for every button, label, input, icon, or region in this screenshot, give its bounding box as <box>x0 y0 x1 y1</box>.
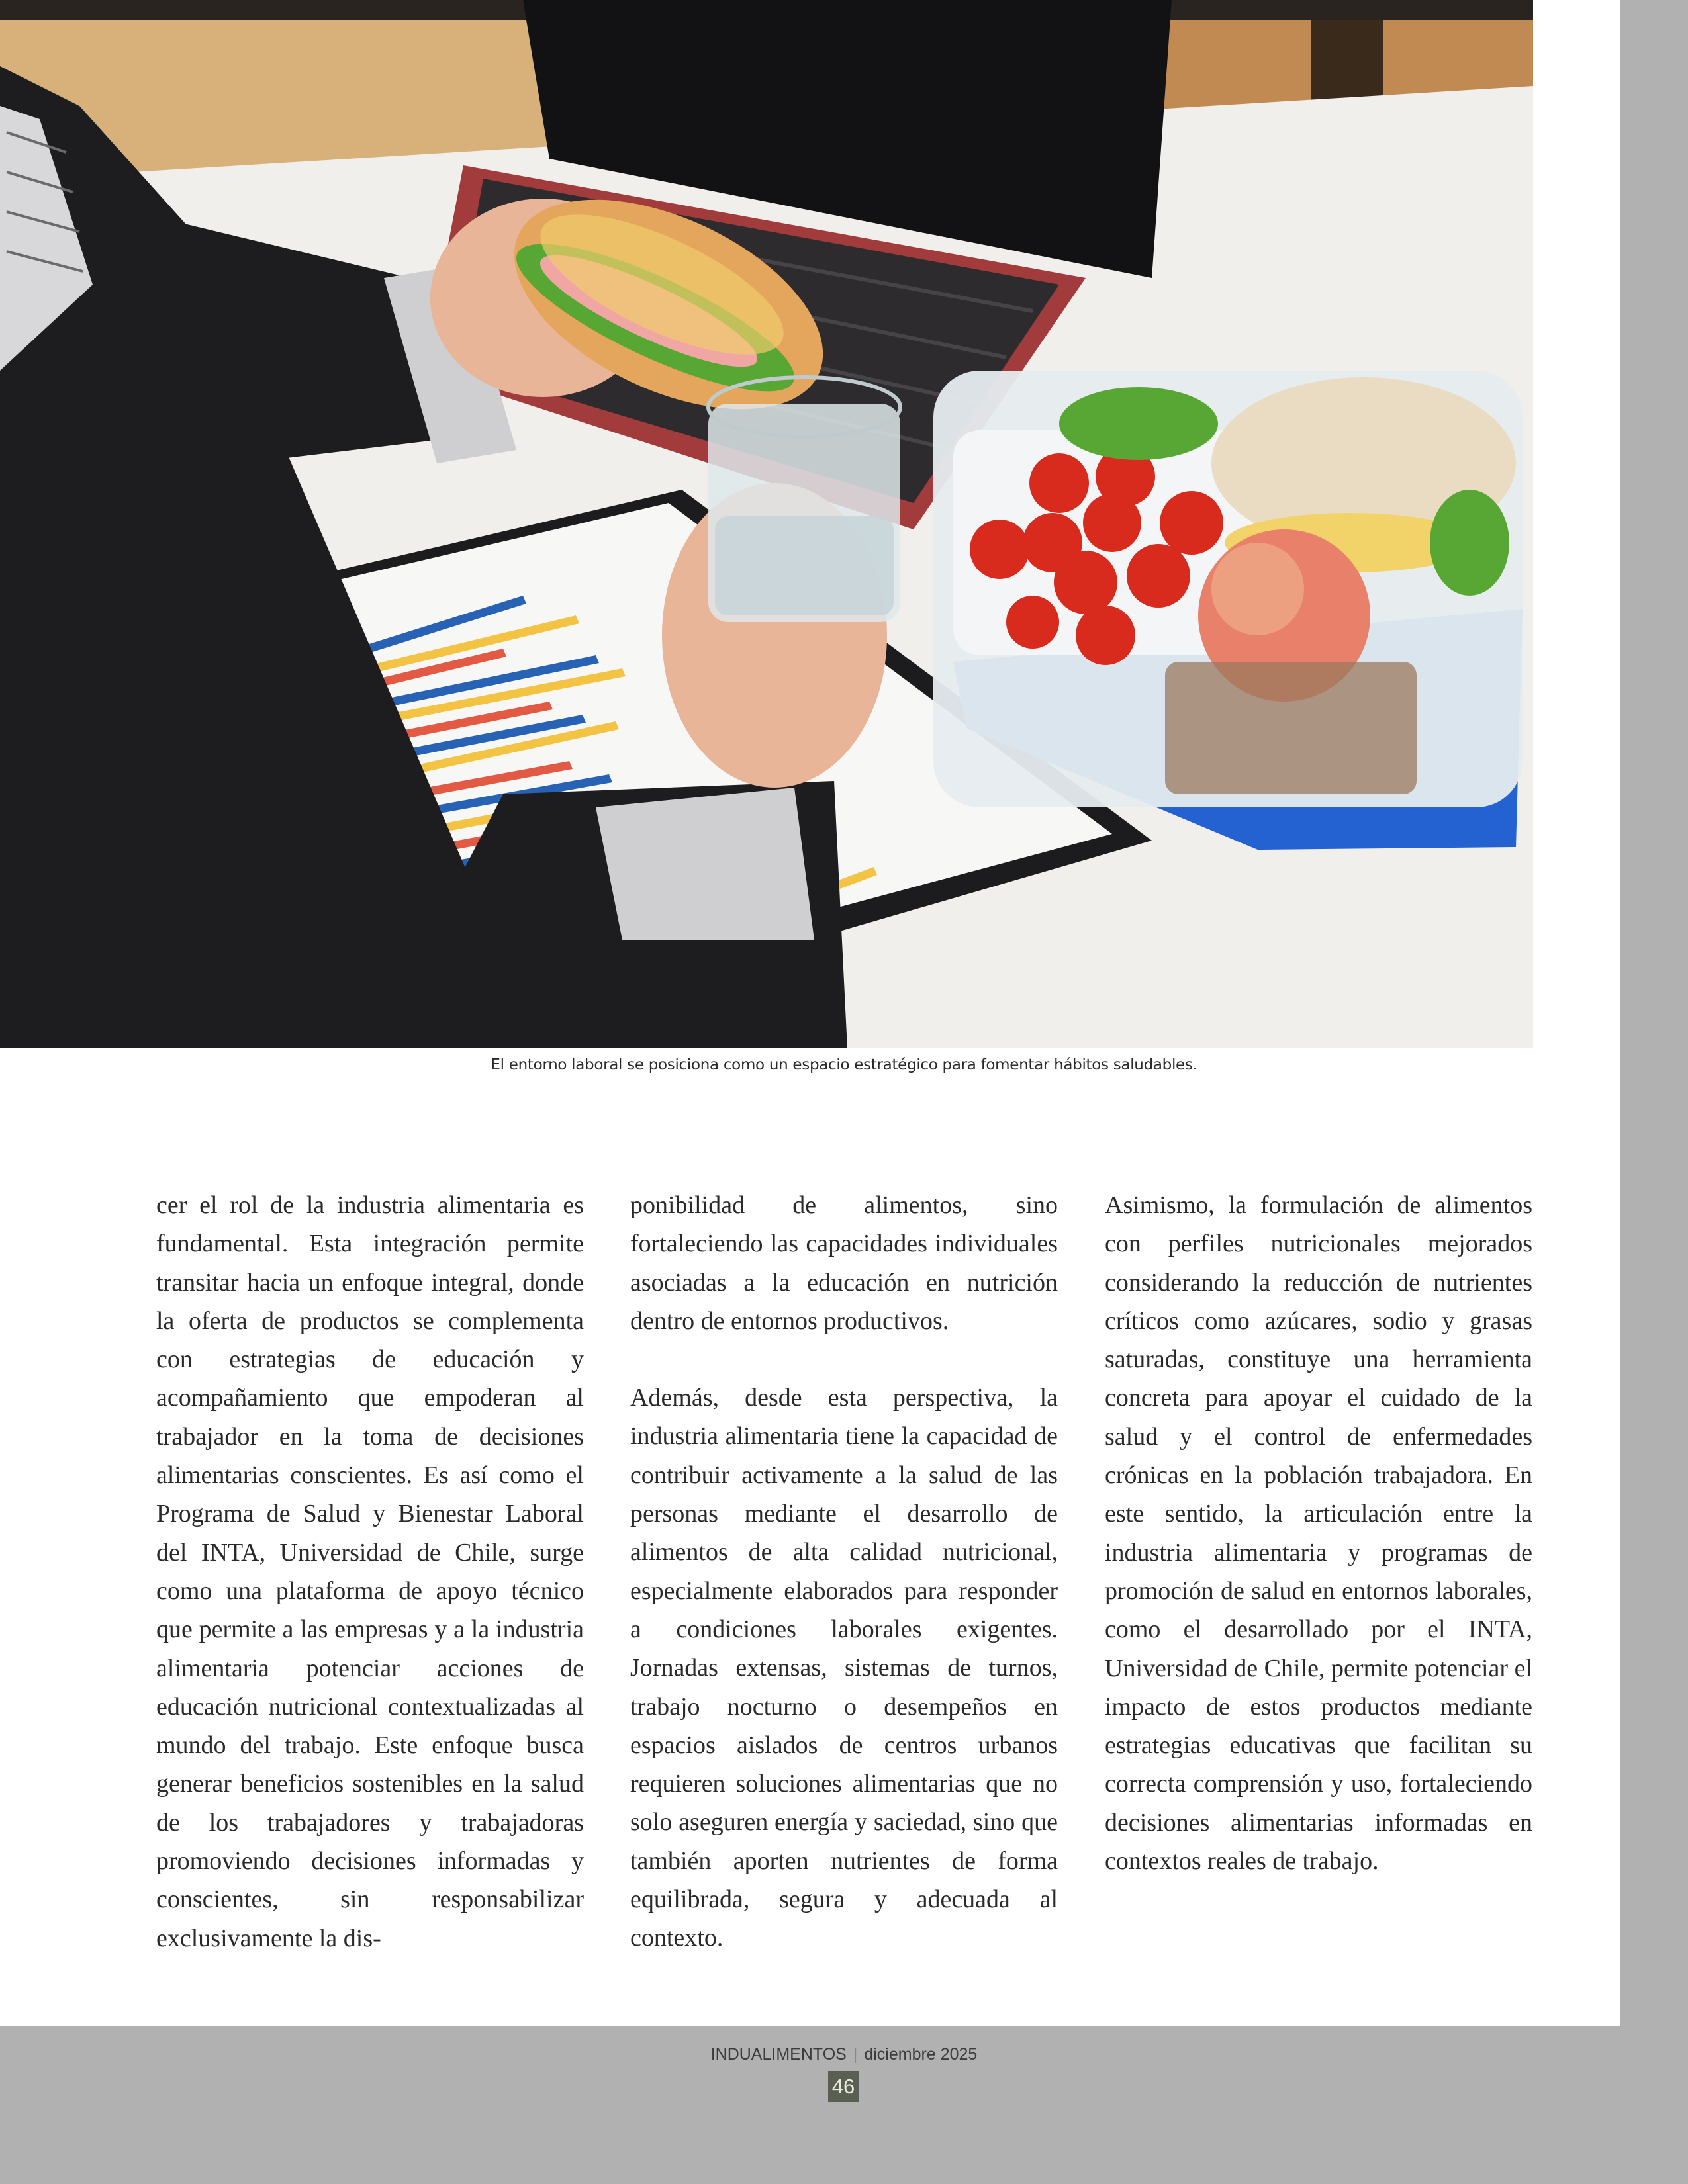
footer-separator: | <box>853 2045 858 2064</box>
column-1-paragraph-1: cer el rol de la industria alimentaria es fundamental. Esta integración permite transitar hacia un enfoque integral, donde la oferta de productos se complementa con estrategias de educación y acompañamiento que empoderan al trabajador en la toma de decisiones alimentarias conscientes. Es así como el Programa de Salud y Bienestar Laboral del INTA, Universidad de Chile, surge como una plataforma de apoyo técnico que permite a las empresas y a la industria alimentaria potenciar acciones de educación nutricional contextualizadas al mundo del trabajo. Este enfoque busca generar beneficios sostenibles en la salud de los trabajadores y trabajadoras promoviendo decisiones informadas y conscientes, sin responsabilizar exclusivamente la dis- <box>156 1191 584 1952</box>
article-column-3 <box>1105 1186 1532 1880</box>
photo-caption: El entorno laboral se posiciona como un espacio estratégico para fomentar hábitos saludables. <box>491 1056 1197 1073</box>
article-column-1 <box>156 1186 584 1958</box>
article-column-2 <box>630 1186 1058 1958</box>
column-3-paragraph-1: Asimismo, la formulación de alimentos con perfiles nutricionales mejorados considerando la reducción de nutrientes críticos como azúcares, sodio y grasas saturadas, constituye una herramienta concreta para apoyar el cuidado de la salud y el control de enfermedades crónicas en la población trabajadora. En este sentido, la articulación entre la industria alimentaria y programas de promoción de salud en entornos laborales, como el desarrollado por el INTA, Universidad de Chile, permite potenciar el impacto de estos productos mediante estrategias educativas que facilitan su correcta comprensión y uso, fortaleciendo decisiones alimentarias informadas en contextos reales de trabajo. <box>1105 1191 1532 1876</box>
column-2-paragraph-2: Además, desde esta perspectiva, la industria alimentaria tiene la capacidad de contribuir activamente a la salud de las personas mediante el desarrollo de alimentos de alta calidad nutricional, especialmente elaborados para responder a condiciones laborales exigentes. Jornadas extensas, sistemas de turnos, trabajo nocturno o desempeños en espacios aislados de centros urbanos requieren soluciones alimentarias que no solo aseguren energía y saciedad, sino que también aporten nutrientes de forma equilibrada, segura y adecuada al contexto. <box>630 1384 1058 1952</box>
column-2-paragraph-1: ponibilidad de alimentos, sino fortaleciendo las capacidades individuales asociadas a la educación en nutrición dentro de entornos productivos. <box>630 1191 1058 1335</box>
publication-name: INDUALIMENTOS <box>710 2045 847 2064</box>
article-photo <box>0 0 1533 1048</box>
page-number-badge: 46 <box>828 2071 859 2102</box>
issue-date: diciembre 2025 <box>864 2045 978 2064</box>
page-footer <box>0 2045 1688 2064</box>
